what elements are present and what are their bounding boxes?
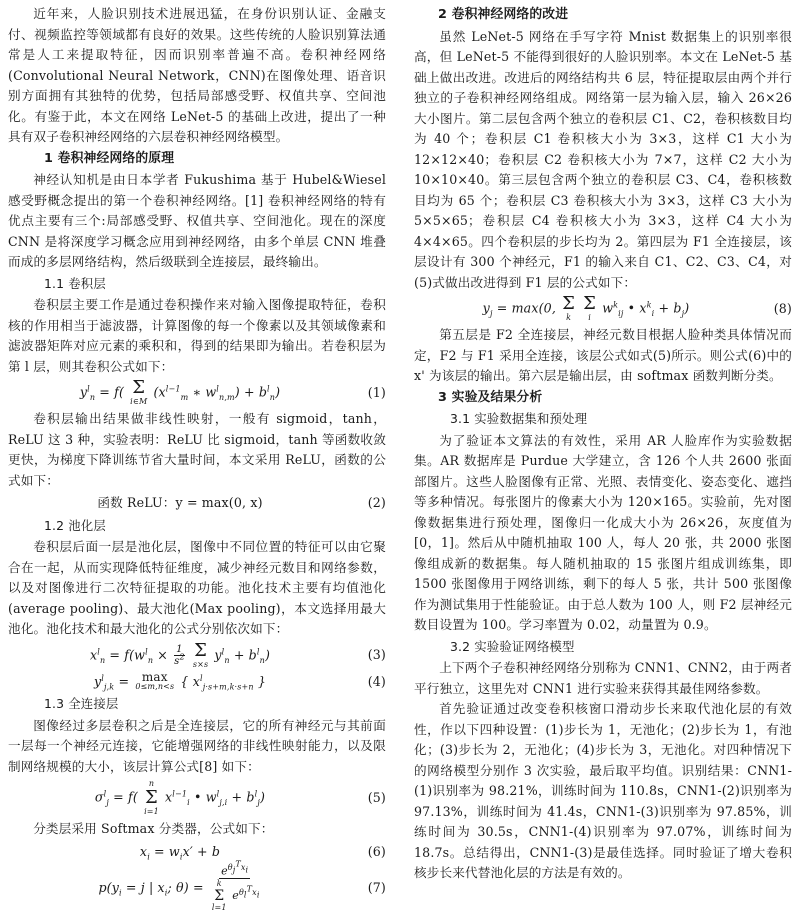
- section-3-2-heading: 3.2 实验验证网络模型: [450, 638, 575, 654]
- section-1-1-heading: 1.1 卷积层: [44, 275, 106, 291]
- f2-layer-paragraph: 第五层是 F2 全连接层，神经元数目根据人脸种类具体情况而定，F2 与 F1 采用全连接，该层公式如式(5)所示。则公式(6)中的 x' 为该层的输出。第六层是输出层，由 softmax 函数判断分类。: [414, 327, 792, 383]
- equation-5: [8, 779, 386, 817]
- softmax-paragraph: 分类层采用 Softmax 分类器，公式如下：: [33, 821, 274, 836]
- section-1-heading: 1 卷积神经网络的原理: [44, 150, 175, 166]
- equation-3-formula: $x^l_n = f(w^l_n$ × $\frac{1}{s^2}$ Σ s×s $y^l_n + b^l_n$): [89, 639, 271, 669]
- section-1-2-heading: 1.2 池化层: [44, 517, 106, 533]
- equation-2-number: (2): [367, 495, 386, 510]
- conv-layer-paragraph: 卷积层主要工作是通过卷积操作来对输入图像提取特征，卷积核的作用相当于滤波器，计算图像的每一个像素以及其领域像素和滤波器矩阵对应元素的乘积和，得到的结果即为输出。若卷积层为第 l 层，则其卷积公式如下：: [8, 297, 386, 374]
- equation-7-formula: $p(y_i = j$ | $x_i$; θ) = $e^{\theta_j^Tx_i}$ k Σ l=1 $e^{\theta_l^Tx_i}$: [98, 859, 260, 913]
- section-2-heading: 2 卷积神经网络的改进: [438, 7, 569, 22]
- equation-7-number: (7): [367, 880, 386, 896]
- pooling-paragraph: 卷积层后面一层是池化层，图像中不同位置的特征可以由它聚合在一起，从而实现降低特征维度，减少神经元数目和网络参数，以及对图像进行二次特征提取的功能。池化技术主要有均值池化(average pooling)、最大池化(Max pooling)，本文选择用最大池化。池化技术和最大池化的公式分别依次如下：: [8, 539, 386, 636]
- dataset-paragraph: 为了验证本文算法的有效性，采用 AR 人脸库作为实验数据集。AR 数据库是 Purdue 大学建立，含 126 个人共 2600 张面部图片。这些人脸图像有正常、光照、表情变化、姿态变化、遮挡等多种情况。每张图片的像素大小为 120×165。实验前，先对图像数据集进行预处理，图像归一化成大小为 26×26，灰度值为[0，1]。然后从中随机抽取 100 人，每人 20 张，共 2000 张图像组成新的数据集。每人随机抽取的 15 张图片组成训练集，即 1500 张图像用于网络训练，剩下的每人 5 张，共计 500 张图像作为测试集用于性能验证。由于总人数为 100 人，则 F2 层神经元数目设置为 100。学习率置为 0.02，动量置为 0.9。: [414, 432, 792, 632]
- equation-1-formula: $y^l_n = f$( Σ i∈M ($x^{l-1}_m$ ∗ $w^l_{n,m}) + b^l_n$): [79, 377, 281, 406]
- equation-6: [8, 842, 386, 863]
- equation-4: [8, 672, 386, 693]
- equation-8-number: (8): [773, 300, 792, 316]
- model-paragraph-2: 首先验证通过改变卷积核窗口滑动步长来取代池化层的有效性，作以下四种设置：(1)步长为 1，无池化；(2)步长为 1，有池化；(3)步长为 2，无池化；(4)步长为 3，无池化。对四种情况下的网络模型分别作 3 次实验，最后取平均值。识别结果：CNN1-(1)识别率为 98.21%，训练时间为 110.8s，CNN1-(2)识别率为 97.13%，训练时间为 41.4s，CNN1-(3)识别率为 97.85%，训练时间为 30.5s，CNN1-(4)识别率为 97.07%，训练时间为 18.7s。总结得出，CNN1-(3)是最佳选择。同时验证了增大卷积核步长来代替池化层的方法是有效的。: [414, 701, 792, 880]
- model-paragraph-1: 上下两个子卷积神经网络分别称为 CNN1、CNN2，由于两者平行独立，这里先对 CNN1 进行实验来获得其最佳网络参数。: [414, 660, 792, 696]
- equation-3-number: (3): [367, 647, 386, 663]
- equation-3: [8, 639, 386, 670]
- section-1-paragraph: 神经认知机是由日本学者 Fukushima 基于 Hubel&Wiesel 感受野概念提出的第一个卷积神经网络。[1] 卷积神经网络的特有优点主要有三个:局部感受野、权值共享、空间池化。现在的深度 CNN 是将深度学习概念应用到神经网络，由多个单层 CNN 堆叠而成的多层网络结构，然后级联到全连接层，最终输出。: [8, 172, 386, 269]
- equation-1: [8, 379, 386, 407]
- section-3-heading: 3 实验及结果分析: [438, 389, 543, 405]
- section-1-3-heading: 1.3 全连接层: [44, 696, 119, 711]
- equation-1-number: (1): [367, 384, 386, 400]
- equation-4-formula: $y^l_{j,k}$ = max 0≤m,n<s { $x^l_{j\cdot s+m,k\cdot s+n}$ }: [93, 670, 266, 692]
- equation-7: [8, 859, 386, 913]
- equation-6-formula: $x_i = w_ix' + b$: [139, 843, 221, 862]
- intro-paragraph: 近年来，人脸识别技术进展迅猛，在身份识别认证、金融支付、视频监控等领域都有良好的效果。这些传统的人脸识别算法通常是人工来提取特征，因而识别率普遍不高。卷积神经网络(Convolutional Neural Network，CNN)在图像处理、语音识别方面拥有其独特的优势，包括局部感受野、权值共享、空间池化。有鉴于此，本文在网络 LeNet-5 的基础上改进，提出了一种具有双子卷积神经网络的六层卷积神经网络模型。: [8, 6, 386, 144]
- equation-6-number: (6): [367, 843, 386, 859]
- equation-5-number: (5): [367, 789, 386, 805]
- relu-paragraph: 卷积层输出结果做非线性映射，一般有 sigmoid，tanh，ReLU 这 3 种，实验表明：ReLU 比 sigmoid，tanh 等函数收敛更快，为梯度下降训练节省大量时间，本文采用 ReLU，函数的公式如下：: [8, 411, 386, 488]
- fc-layer-paragraph: 图像经过多层卷积之后是全连接层，它的所有神经元与其前面一层每一个神经元连接，它能增强网络的非线性映射能力，以及限制网络规模的大小，该层计算公式[8] 如下：: [8, 717, 386, 774]
- equation-8: [414, 295, 792, 323]
- right-column: [414, 4, 792, 884]
- equation-2-formula: 函数 ReLU：y = max(0, x): [97, 495, 263, 510]
- equation-2: [8, 493, 386, 514]
- left-column: [8, 4, 386, 915]
- equation-4-number: (4): [367, 673, 386, 689]
- equation-8-formula: $y_j = \max(0$, Σ k Σ i $w^k_{ij}$ • $x^k_i + b_j$): [482, 293, 690, 322]
- section-2-paragraph: 虽然 LeNet-5 网络在手写字符 Mnist 数据集上的识别率很高，但 LeNet-5 不能得到很好的人脸识别率。本文在 LeNet-5 基础上做出改进。改进后的网络结构共 6 层，特征提取层由两个并行独立的子卷积神经网络组成。网络第一层为输入层，输入 26×26 大小图片。第二层包含两个独立的卷积层 C1、C2，卷积核数目均为 40 个；卷积层 C1 卷积核大小为 3×3，这样 C1 大小为 12×12×40；卷积层 C2 卷积核大小为 7×7，这样 C2 大小为 10×10×40。第三层包含两个独立的卷积层 C3、C4，卷积核数目均为 65 个；卷积层 C3 卷积核大小为 3×3，这样 C3 大小为 5×5×65；卷积层 C4 卷积核大小为 3×3，这样 C4 大小为 4×4×65。四个卷积层的步长均为 2。第四层为 F1 全连接层，该层设计有 300 个神经元，F1 的输入来自 C1、C2、C3、C4，对(5)式做出改进得到 F1 层的公式如下：: [414, 28, 792, 290]
- section-3-1-heading: 3.1 实验数据集和预处理: [450, 411, 588, 426]
- equation-5-formula: $\sigma^l_j = f$( n Σ i=1 $x^{l-1}_i$ • $w^l_{j,i} + b^l_j$): [94, 779, 266, 816]
